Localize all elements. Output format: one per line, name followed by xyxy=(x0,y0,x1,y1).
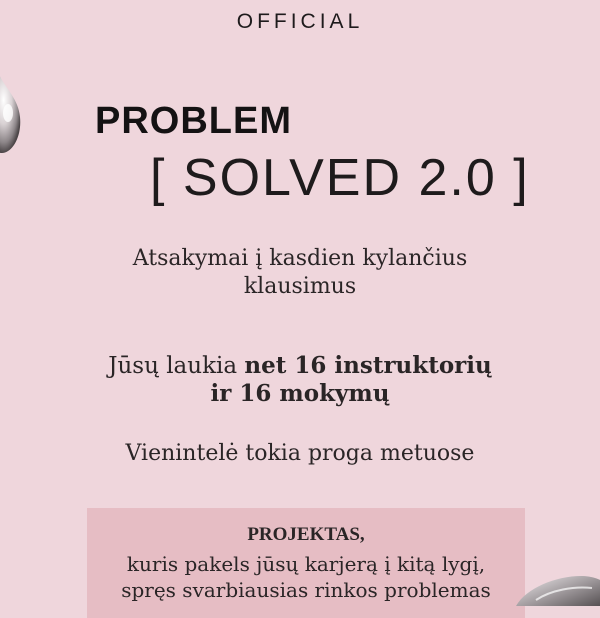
page-title: PROBLEM xyxy=(95,100,292,142)
project-box-line-2: spręs svarbiausias rinkos problemas xyxy=(121,578,491,602)
project-box xyxy=(87,508,525,618)
project-box-title: PROJEKTAS, xyxy=(247,524,365,545)
unique-offer-text: Vienintelė tokia proga metuose xyxy=(125,441,475,466)
intro-line-2: klausimus xyxy=(243,274,357,299)
page-subtitle: [ SOLVED 2.0 ] xyxy=(150,149,530,207)
liquid-droplet-icon xyxy=(0,65,30,165)
brand-logo-mark xyxy=(200,0,400,4)
instructors-count: net 16 instruktorių xyxy=(244,352,492,379)
intro-line-1: Atsakymai į kasdien kylančius xyxy=(132,246,468,271)
instructors-line-1 xyxy=(0,352,600,380)
project-box-line-1: kuris pakels jūsų karjerą į kitą lygį, xyxy=(126,552,486,576)
trainings-count: ir 16 mokymų xyxy=(210,380,390,407)
intro-paragraph xyxy=(0,245,600,301)
instructors-line-2 xyxy=(0,380,600,408)
metal-clasp-icon xyxy=(496,566,600,606)
instructors-paragraph xyxy=(0,352,600,408)
instructors-prefix: Jūsų laukia xyxy=(108,353,245,379)
brand-official-label: OFFICIAL xyxy=(236,10,364,33)
